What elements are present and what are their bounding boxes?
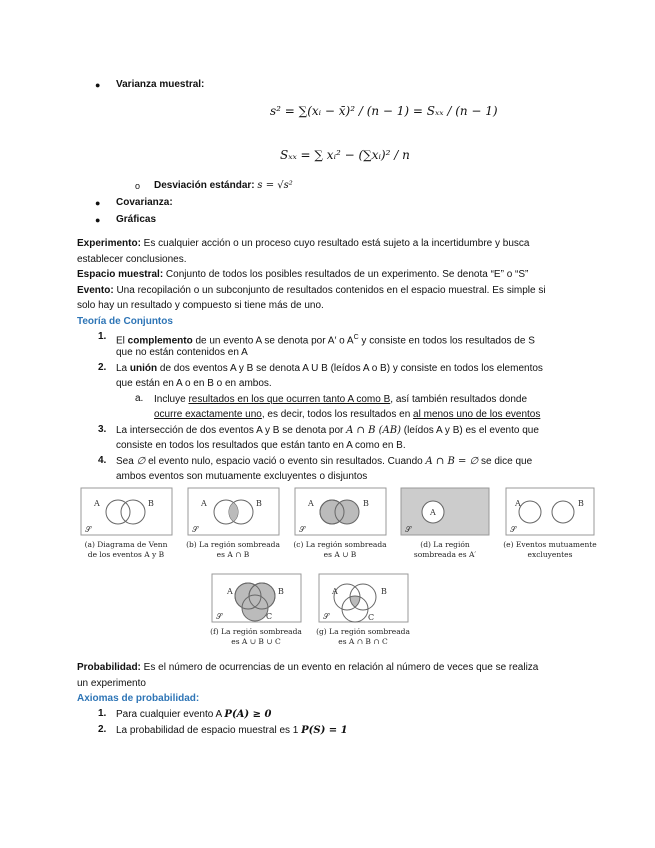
text: Sea — [116, 456, 137, 467]
sample-space-term: Espacio muestral: — [77, 269, 164, 280]
bullet-dot: ● — [95, 198, 101, 208]
list-item — [116, 424, 539, 437]
event-def — [77, 284, 546, 297]
list-number: 1. — [98, 708, 107, 719]
text: , así también resultados donde — [390, 394, 528, 405]
list-item-cont: ambos eventos son mutuamente excluyentes o disjuntos — [116, 471, 368, 482]
list-item — [116, 362, 543, 375]
superscript: C — [353, 334, 359, 341]
covariance-label: Covarianza: — [116, 197, 173, 208]
caption: de los eventos A y B — [87, 550, 165, 559]
text: se dice que — [478, 456, 533, 467]
venn-e — [506, 488, 594, 535]
venn-d — [401, 488, 489, 535]
text: y consiste en todos los resultados de S — [358, 335, 535, 347]
sample-space-text: Conjunto de todos los posibles resultados de un experimento. Se denota “E” o “S” — [163, 269, 529, 280]
label-s: 𝒮 — [299, 525, 306, 534]
std-formula: s = √s² — [257, 180, 293, 191]
list-item — [116, 331, 535, 347]
list-number: 3. — [98, 424, 107, 435]
graphs-label: Gráficas — [116, 214, 157, 225]
label-s: 𝒮 — [216, 612, 223, 621]
venn-f — [212, 574, 301, 622]
sub-item — [154, 393, 527, 406]
axiom-2 — [116, 724, 348, 737]
label-a: A — [515, 499, 521, 508]
caption: (c) La región sombreada — [293, 540, 387, 549]
probability-def-cont: un experimento — [77, 678, 146, 689]
list-number: 2. — [98, 362, 107, 373]
list-number: 2. — [98, 724, 107, 735]
label-s: 𝒮 — [192, 525, 199, 534]
sxx-formula: Sₓₓ = ∑ xᵢ² − (∑xᵢ)² / n — [280, 148, 410, 162]
label-s: 𝒮 — [405, 525, 412, 534]
std-label-text: Desviación estándar: — [154, 180, 255, 191]
label-c: C — [266, 612, 273, 621]
label-b: B — [381, 587, 387, 596]
text: Para cualquier evento A — [116, 709, 225, 720]
std-label — [154, 180, 293, 191]
experiment-def — [77, 237, 529, 250]
caption: (b) La región sombreada — [186, 540, 280, 549]
label-a: A — [430, 508, 436, 517]
caption: (e) Eventos mutuamente — [503, 540, 597, 549]
term: complemento — [127, 335, 193, 347]
variance-formula: s² = ∑(xᵢ − x̄)² / (n − 1) = Sₓₓ / (n − 1) — [270, 104, 498, 118]
list-item-cont: consiste en todos los resultados que están tanto en A como en B. — [116, 440, 406, 451]
sub-letter: a. — [135, 393, 144, 404]
caption: (a) Diagrama de Venn — [84, 540, 168, 549]
axiom-1 — [116, 708, 271, 721]
text: Incluye — [154, 394, 189, 405]
caption: es A ∪ B — [323, 550, 357, 559]
experiment-text: Es cualquier acción o un proceso cuyo resultado está sujeto a la incertidumbre y busca — [140, 238, 530, 249]
caption: (g) La región sombreada — [316, 627, 410, 636]
underlined: al menos uno de los eventos — [413, 409, 541, 420]
event-def-cont: solo hay un resultado y compuesto si tiene más de uno. — [77, 300, 324, 311]
text: de dos eventos A y B se denota A U B (leídos A o B) y consiste en todos los elementos — [157, 363, 543, 374]
probability-text: Es el número de ocurrencias de un evento en relación al número de veces que se realiza — [140, 662, 539, 673]
formula: ∅ — [136, 456, 146, 467]
caption: es A ∩ B ∩ C — [338, 637, 388, 646]
label-b: B — [148, 499, 154, 508]
text: El — [116, 335, 128, 347]
caption: es A ∪ B ∪ C — [231, 637, 281, 646]
sets-heading: Teoría de Conjuntos — [77, 316, 173, 327]
label-a: A — [308, 499, 314, 508]
label-b: B — [278, 587, 284, 596]
sample-space-def — [77, 268, 528, 281]
formula: P(S) = 1 — [301, 725, 348, 736]
list-number: 1. — [98, 331, 107, 342]
caption: (f) La región sombreada — [210, 627, 302, 636]
list-item — [116, 455, 532, 468]
caption: excluyentes — [527, 550, 573, 559]
text: (leídos A y B) es el evento que — [401, 425, 539, 436]
sub-item-cont — [154, 408, 540, 421]
caption: sombreada es A′ — [413, 550, 477, 559]
label-a: A — [227, 587, 233, 596]
text: La — [116, 363, 130, 374]
formula: A ∩ B = ∅ — [425, 456, 479, 467]
text: La probabilidad de espacio muestral es 1 — [116, 725, 302, 736]
bullet-dot: ● — [95, 80, 101, 90]
label-b: B — [363, 499, 369, 508]
formula: P(A) ≥ 0 — [224, 709, 272, 720]
venn-b — [188, 488, 279, 535]
list-number: 4. — [98, 455, 107, 466]
probability-def — [77, 661, 538, 674]
axioms-heading: Axiomas de probabilidad: — [77, 693, 200, 704]
text: de un evento A se denota por A′ o A — [192, 335, 354, 347]
formula: A ∩ B (AB) — [346, 425, 402, 436]
experiment-term: Experimento: — [77, 238, 141, 249]
variance-label: Varianza muestral: — [116, 79, 205, 90]
list-item-cont: que no están contenidos en A — [116, 347, 248, 358]
underlined: ocurre exactamente uno — [154, 409, 262, 420]
caption: es A ∩ B — [216, 550, 250, 559]
label-b: B — [578, 499, 584, 508]
caption: (d) La región — [420, 540, 470, 549]
list-item-cont: que están en A o en B o en ambos. — [116, 378, 272, 389]
venn-g — [319, 574, 408, 622]
text: La intersección de dos eventos A y B se denota por — [116, 425, 347, 436]
label-c: C — [368, 613, 375, 622]
probability-term: Probabilidad: — [77, 662, 141, 673]
label-a: A — [201, 499, 207, 508]
bullet-dot: ● — [95, 215, 101, 225]
event-text: Una recopilación o un subconjunto de resultados contenidos en el espacio muestral. Es simple si — [113, 285, 546, 296]
venn-c — [295, 488, 386, 535]
label-s: 𝒮 — [85, 525, 92, 534]
label-s: 𝒮 — [510, 525, 517, 534]
experiment-def-cont: establecer conclusiones. — [77, 254, 187, 265]
label-b: B — [256, 499, 262, 508]
label-a: A — [332, 587, 338, 596]
venn-a — [81, 488, 172, 535]
text: el evento nulo, espacio vació o evento sin resultados. Cuando — [145, 456, 426, 467]
label-a: A — [94, 499, 100, 508]
underlined: resultados en los que ocurren tanto A como B — [188, 394, 391, 405]
circle-bullet: o — [135, 181, 141, 191]
text: , es decir, todos los resultados en — [261, 409, 414, 420]
venn-diagrams-figure — [78, 484, 598, 656]
label-s: 𝒮 — [323, 612, 330, 621]
event-term: Evento: — [77, 285, 114, 296]
term: unión — [129, 363, 158, 374]
